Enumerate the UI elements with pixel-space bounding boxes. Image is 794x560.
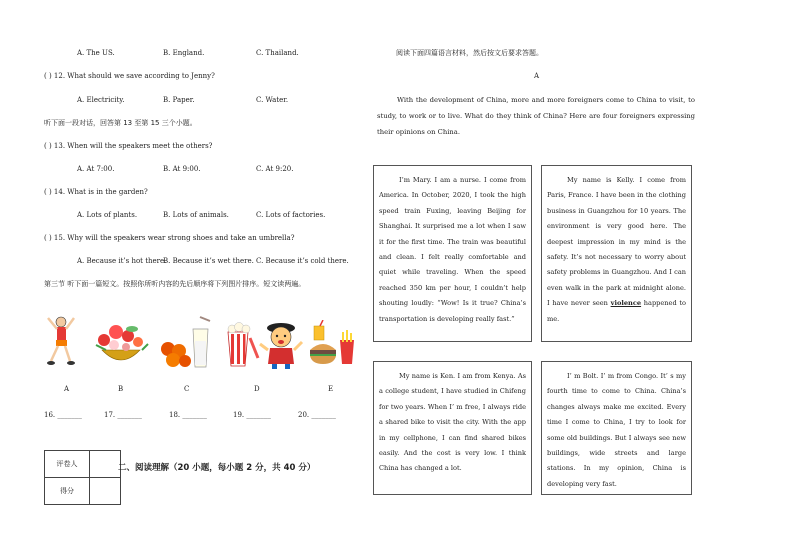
q15-option-b: B. Because it’s wet there. [163,257,254,265]
kelly-text-before: My name is Kelly. I come from Paris, France. I have been in the clothing business in Guangzhou for 10 years. The environment is very good here. The deepest impression in my mind is the safety. It’s not necessary to worry about safety problems in Guangzhou. And I can even walk in the park at midnight alone. I have never seen [547,176,686,308]
food-and-drink-picture [158,315,212,370]
q11-option-c: C. Thailand. [256,49,299,57]
q12-option-b: B. Paper. [163,96,195,104]
reading-instruction: 阅读下面四篇语言材料，然后按文后要求答题。 [396,49,543,57]
q13-option-a: A. At 7:00. [77,165,115,173]
q11-option-b: B. England. [163,49,205,57]
picture-label-e: E [328,385,334,393]
bolt-passage: I’ m Bolt. I’ m from Congo. It’ s my fourth time to come to China. China’s changes always make me excited. Every time I come to China, I try to look for some old buildings. But I always see new buildings, wide streets and large stations. In my opinion, China is developing very fast. [541,361,692,495]
instruction-13-15: 听下面一段对话，回答第 13 至第 15 三个小题。 [44,119,197,127]
child-eating-picture [258,320,304,370]
q11-option-a: A. The US. [77,49,115,57]
mary-passage: I’m Mary. I am a nurse. I come from America. In October, 2020, I took the high speed train Fuxing, leaving Beijing for Shanghai. It surprised me a lot when I saw it for the first time. The train was beautiful and clean. I felt really comfortable and quiet while traveling. When the speed reached 350 km per hour, I couldn’t help shouting loudly: “Wow! Is it true? China’s transportation is developing really fast.” [373,165,532,342]
q14-option-a: A. Lots of plants. [77,211,138,219]
intro-paragraph: With the development of China, more and more foreigners come to China to visit, to study, to work or to live. What do they think of China? Here are four foreigners expressing their opinions on China. [377,96,695,136]
section-2-title: 二、阅读理解（20 小题，每小题 2 分，共 40 分） [118,463,316,473]
flower-basket-picture [92,320,150,370]
kelly-passage [541,165,692,342]
answer-blank-19[interactable]: 19. _______ [233,411,271,419]
q14-option-b: B. Lots of animals. [163,211,229,219]
section-3-instruction: 第三节 听下面一篇短文。按照你所听内容的先后顺序将下列图片排序。短文读两遍。 [44,280,306,288]
q15-option-c: C. Because it’s cold there. [256,257,349,265]
picture-label-d: D [254,385,260,393]
question-12: ( ) 12. What should we save according to Jenny? [44,72,215,80]
picture-label-c: C [184,385,190,393]
q13-option-c: C. At 9:20. [256,165,294,173]
score-table [44,450,121,505]
question-14: ( ) 14. What is in the garden? [44,188,148,196]
answer-blank-20[interactable]: 20. _______ [298,411,336,419]
picture-label-b: B [118,385,124,393]
answer-blank-16[interactable]: 16. _______ [44,411,82,419]
question-15: ( ) 15. Why will the speakers wear strong shoes and take an umbrella? [44,234,295,242]
reviewer-label: 评卷人 [45,451,90,478]
exercise-person-picture [44,313,78,371]
picture-label-a: A [64,385,70,393]
ken-passage: My name is Ken. I am from Kenya. As a college student, I have studied in Chifeng for two years. When I’ m free, I always ride a shared bike to visit the city. With the app in my cellphone, I can find shared bikes easily. And the cost is very low. I think China has changed a lot. [373,361,532,495]
part-label: A [534,72,540,80]
reviewer-cell[interactable] [90,451,121,478]
score-cell[interactable] [90,478,121,505]
q12-option-c: C. Water. [256,96,289,104]
score-label: 得分 [45,478,90,505]
question-13: ( ) 13. When will the speakers meet the others? [44,142,213,150]
q14-option-c: C. Lots of factories. [256,211,326,219]
popcorn-picture [222,318,262,370]
q15-option-a: A. Because it’s hot there. [77,257,167,265]
answer-blank-18[interactable]: 18. _______ [169,411,207,419]
kelly-text-after: happened to me. [547,299,686,323]
q13-option-b: B. At 9:00. [163,165,201,173]
answer-blank-17[interactable]: 17. _______ [104,411,142,419]
kelly-underlined-word: violence [610,299,642,308]
fast-food-picture [306,320,356,370]
q12-option-a: A. Electricity. [77,96,125,104]
